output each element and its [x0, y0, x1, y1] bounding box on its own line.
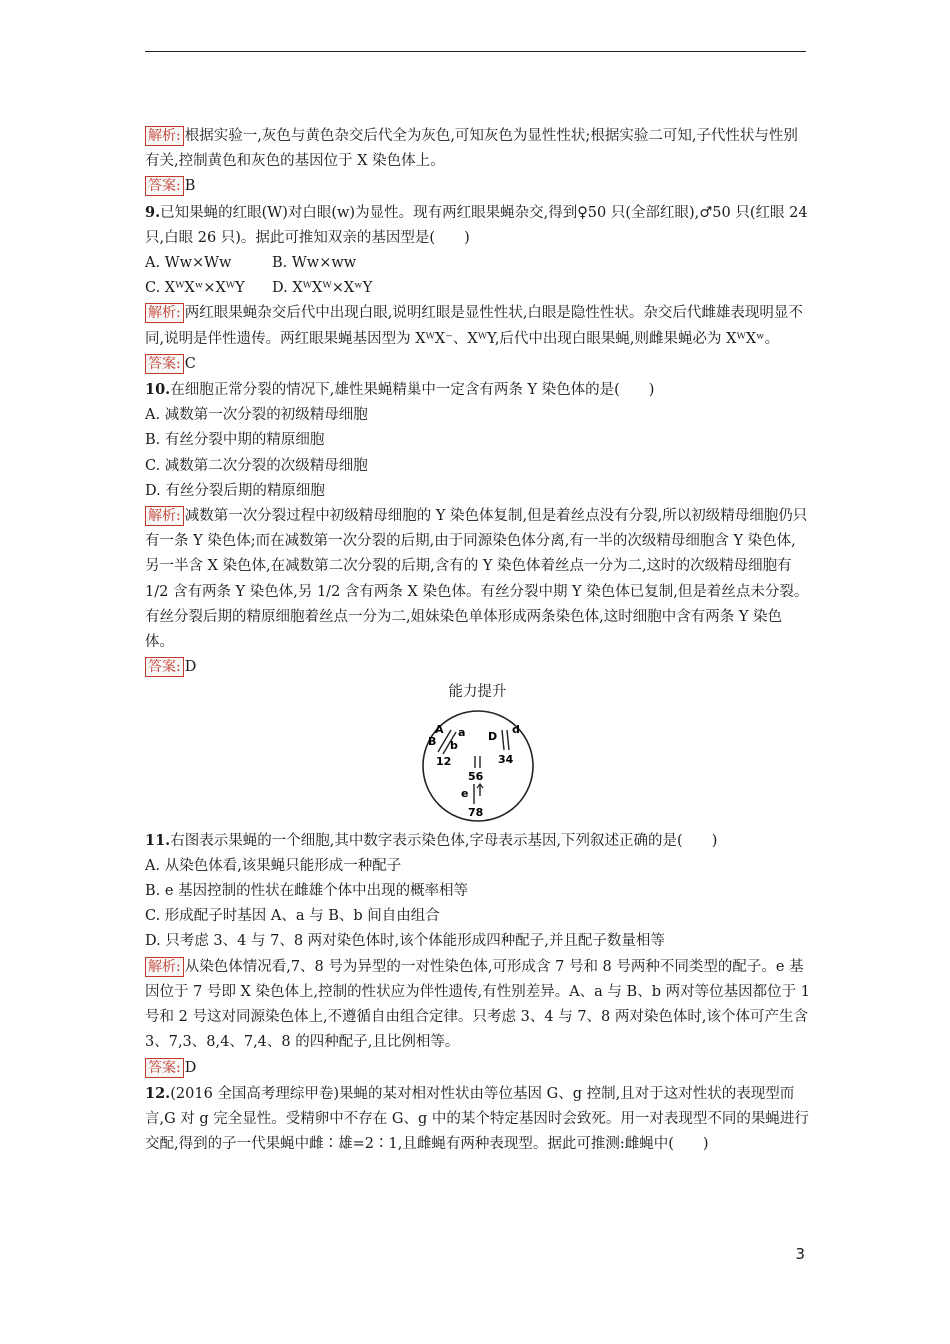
section-title: 能力提升 — [448, 684, 507, 701]
question-text: (2016 全国高考理综甲卷)果蝇的某对相对性状由等位基因 G、g 控制,且对于这对性状的表现型而言,G 对 g 完全显性。受精卵中不存在 G、g 中的某个特定基因时会致死。用一对表现型不同的果蝇进行交配,得到的子一代果蝇中雌∶雄=2∶1,且雌蝇有两种表现型。据此可推测:雌蝇中( ) — [145, 1085, 809, 1153]
answer-paragraph — [145, 352, 810, 377]
analysis-paragraph — [145, 504, 810, 655]
option-a: A. 从染色体看,该果蝇只能形成一种配子 — [145, 857, 402, 874]
header-rule — [145, 51, 806, 52]
answer-tag: 答案: — [145, 1058, 184, 1078]
answer-tag: 答案: — [145, 657, 184, 677]
cell-chromosome-diagram — [414, 708, 542, 824]
analysis-tag: 解析: — [145, 126, 184, 146]
option-b: B. 有丝分裂中期的精原细胞 — [145, 432, 325, 449]
question-11-stem — [145, 828, 810, 854]
chromosome-number-56: 56 — [467, 769, 483, 783]
analysis-text: 从染色体情况看,7、8 号为异型的一对性染色体,可形成含 7 号和 8 号两种不同类型的配子。e 基因位于 7 号即 X 染色体上,控制的性状应为伴性遗传,有性别差异。A、a 与 B、b 两对等位基因都位于 1 号和 2 号这对同源染色体上,不遵循自由组合定律。只考虑 3、4 与 7、8 两对染色体时,该个体可产生含 3、7,3、8,4、7,4、8 的四种配子,且比例相等。 — [145, 958, 810, 1051]
answer-text: C — [184, 355, 196, 372]
answer-paragraph — [145, 174, 810, 199]
chromosome-number-78: 78 — [467, 805, 483, 819]
gene-label-d: d — [511, 722, 520, 736]
gene-label-e: e — [460, 786, 468, 800]
question-number: 9. — [145, 203, 161, 221]
question-9-stem — [145, 200, 810, 251]
page-number: 3 — [795, 1245, 805, 1263]
gene-label-A: A — [434, 722, 444, 736]
answer-tag: 答案: — [145, 354, 184, 374]
answer-paragraph — [145, 655, 810, 680]
analysis-paragraph — [145, 124, 810, 174]
question-number: 10. — [145, 381, 171, 399]
analysis-text: 两红眼果蝇杂交后代中出现白眼,说明红眼是显性性状,白眼是隐性性状。杂交后代雌雄表现明显不同,说明是伴性遗传。两红眼果蝇基因型为 XᵂX⁻、XᵂY,后代中出现白眼果蝇,则雌果蝇必为 XᵂXʷ。 — [145, 305, 803, 347]
answer-tag: 答案: — [145, 176, 184, 196]
option-a: A. 减数第一次分裂的初级精母细胞 — [145, 407, 368, 424]
analysis-tag: 解析: — [145, 303, 184, 323]
analysis-paragraph — [145, 955, 810, 1056]
question-number: 12. — [145, 1084, 171, 1102]
question-text: 右图表示果蝇的一个细胞,其中数字表示染色体,字母表示基因,下列叙述正确的是( ) — [170, 832, 718, 849]
chromosome-number-34: 34 — [497, 752, 513, 766]
gene-label-b: b — [449, 738, 458, 752]
option-c: C. XᵂXʷ×XᵂY — [145, 280, 245, 297]
question-number: 11. — [145, 831, 171, 849]
question-text: 已知果蝇的红眼(W)对白眼(w)为显性。现有两红眼果蝇杂交,得到♀50 只(全部红眼),♂50 只(红眼 24 只,白眼 26 只)。据此可推知双亲的基因型是( ) — [145, 204, 808, 246]
question-9-options-cd — [145, 276, 810, 301]
chromosome-4 — [507, 730, 509, 750]
analysis-tag: 解析: — [145, 957, 184, 977]
option-b: B. e 基因控制的性状在雌雄个体中出现的概率相等 — [145, 883, 469, 900]
option-c: C. 形成配子时基因 A、a 与 B、b 间自由组合 — [145, 908, 440, 925]
analysis-text: 减数第一次分裂过程中初级精母细胞的 Y 染色体复制,但是着丝点没有分裂,所以初级精母细胞仍只有一条 Y 染色体;而在减数第一次分裂的后期,由于同源染色体分离,有一半的次级精母细胞含 Y 染色体,另一半含 X 染色体,在减数第二次分裂的后期,含有的 Y 染色体着丝点一分为二,这时的次级精母细胞有 1/2 含有两条 Y 染色体,另 1/2 含有两条 X 染色体。有丝分裂中期 Y 染色体已复制,但是着丝点未分裂。有丝分裂后期的精原细胞着丝点一分为二,姐妹染色单体形成两条染色体,这时细胞中含有两条 Y 染色体。 — [145, 508, 809, 651]
answer-text: D — [184, 659, 197, 676]
gene-label-B: B — [427, 734, 436, 748]
question-12-stem — [145, 1081, 810, 1158]
gene-label-a: a — [457, 725, 465, 739]
option-a: A. Ww×Ww — [145, 255, 232, 272]
answer-paragraph — [145, 1056, 810, 1081]
analysis-tag: 解析: — [145, 506, 184, 526]
analysis-paragraph — [145, 301, 810, 351]
analysis-text: 根据实验一,灰色与黄色杂交后代全为灰色,可知灰色为显性性状;根据实验二可知,子代性状与性别有关,控制黄色和灰色的基因位于 X 染色体上。 — [145, 128, 798, 170]
option-c: C. 减数第二次分裂的次级精母细胞 — [145, 457, 368, 474]
page-content — [145, 124, 810, 1157]
option-b: B. Ww×ww — [272, 255, 357, 272]
question-10-stem — [145, 377, 810, 403]
answer-text: B — [184, 178, 196, 195]
question-9-options-ab — [145, 251, 810, 276]
question-text: 在细胞正常分裂的情况下,雄性果蝇精巢中一定含有两条 Y 染色体的是( ) — [170, 382, 655, 399]
chromosome-number-12: 12 — [435, 754, 451, 768]
gene-label-D: D — [487, 729, 497, 743]
answer-text: D — [184, 1059, 197, 1076]
option-d: D. 只考虑 3、4 与 7、8 两对染色体时,该个体能形成四种配子,并且配子数量相等 — [145, 933, 665, 950]
option-d: D. XᵂXᵂ×XʷY — [272, 280, 373, 297]
option-d: D. 有丝分裂后期的精原细胞 — [145, 482, 325, 499]
chromosome-3 — [502, 730, 504, 750]
